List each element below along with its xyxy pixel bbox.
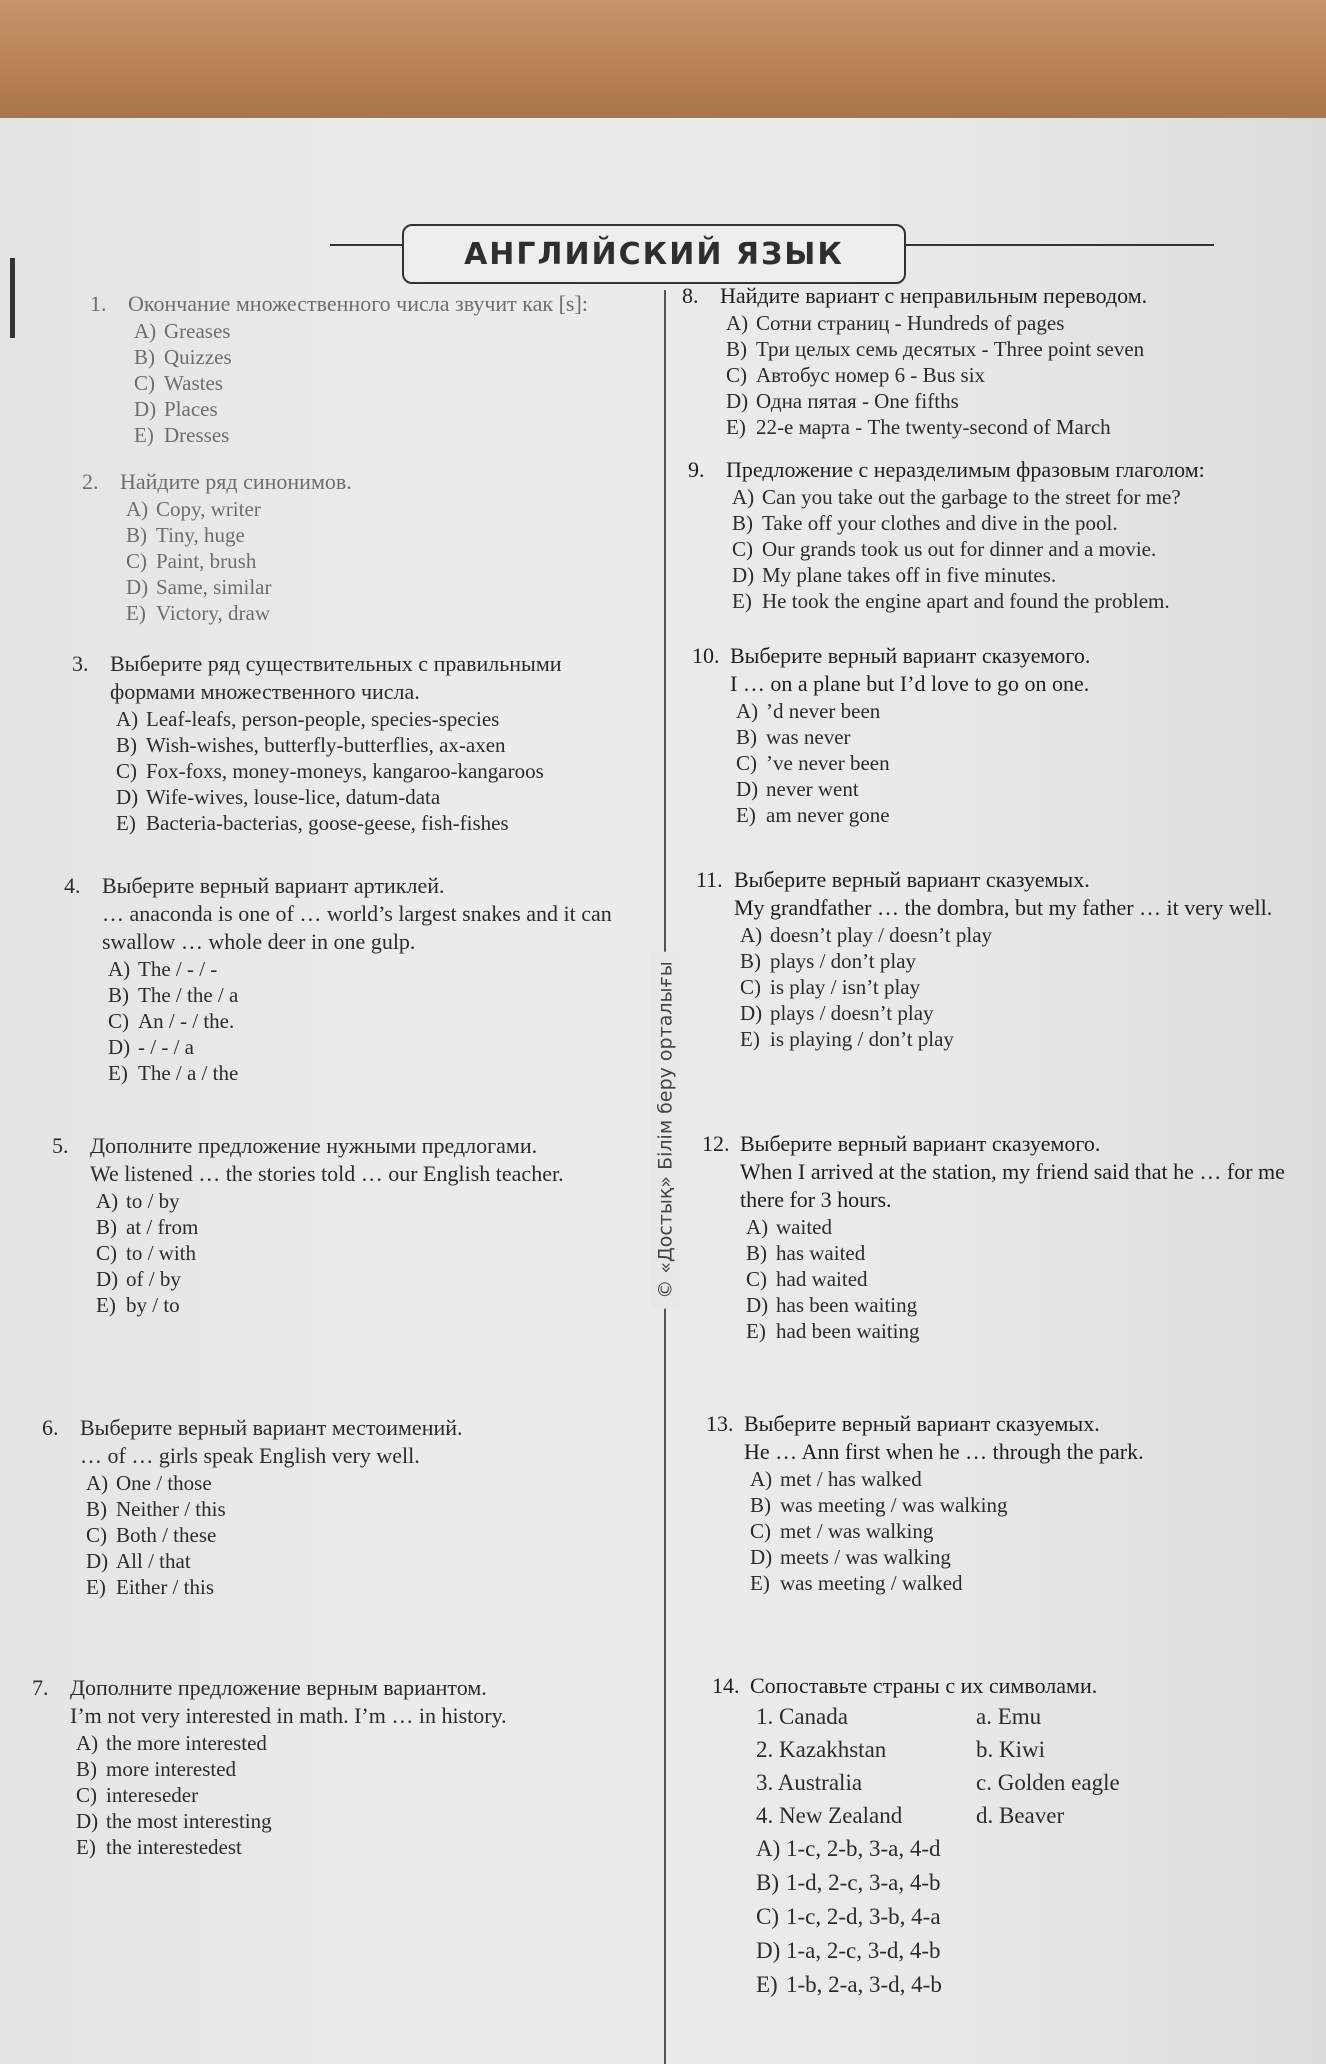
question-sentence: We listened … the stories told … our English teacher. <box>90 1161 564 1186</box>
answer-option[interactable]: A) Copy, writer <box>126 497 261 521</box>
answer-option[interactable]: E) is playing / don’t play <box>740 1027 954 1051</box>
answer-option[interactable]: D) Wife-wives, louse-lice, datum-data <box>116 785 441 809</box>
question-number: 5. <box>52 1133 69 1158</box>
question-sentence: He … Ann first when he … through the park. <box>744 1439 1144 1464</box>
question-9 <box>688 456 1308 614</box>
copyright-text: © «Достық» Білім беру орталығы <box>651 951 681 1308</box>
question-sentence: My grandfather … the dombra, but my father … it very well. <box>734 895 1273 920</box>
answer-option[interactable]: B) plays / don’t play <box>740 949 917 973</box>
margin-mark <box>10 258 15 338</box>
question-text: Выберите верный вариант сказуемого. <box>730 643 1091 668</box>
question-sentence: I … on a plane but I’d love to go on one. <box>730 671 1090 696</box>
answer-option[interactable]: C) to / with <box>96 1241 197 1265</box>
table-surface <box>0 0 1326 125</box>
answer-option[interactable]: D) meets / was walking <box>750 1545 951 1569</box>
question-number: 12. <box>702 1131 730 1156</box>
answer-option[interactable]: C) had waited <box>746 1267 868 1291</box>
question-text: Предложение с неразделимым фразовым глаголом: <box>726 457 1205 482</box>
question-3 <box>72 650 652 836</box>
answer-option[interactable]: E) was meeting / walked <box>750 1571 963 1595</box>
answer-option[interactable]: A) Сотни страниц - Hundreds of pages <box>726 311 1065 335</box>
answer-option[interactable]: B) The / the / a <box>108 983 239 1007</box>
answer-option[interactable]: E) The / a / the <box>108 1061 239 1085</box>
answer-option[interactable]: E) Either / this <box>86 1575 214 1599</box>
answer-option[interactable]: E) Dresses <box>134 423 230 447</box>
match-pair: 3. Australia c. Golden eagle <box>756 1770 1120 1795</box>
question-number: 14. <box>712 1673 740 1698</box>
answer-option[interactable]: A) ’d never been <box>736 699 881 723</box>
question-sentence: … anaconda is one of … world’s largest snakes and it can swallow … whole deer in one gulp. <box>102 901 612 954</box>
match-pair: 1. Canada a. Emu <box>756 1704 1042 1729</box>
answer-option[interactable]: A) Can you take out the garbage to the street for me? <box>732 485 1181 509</box>
answer-option[interactable]: B) Neither / this <box>86 1497 226 1521</box>
answer-option[interactable]: D) the most interesting <box>76 1809 272 1833</box>
question-number: 11. <box>696 867 723 892</box>
page-title: АНГЛИЙСКИЙ ЯЗЫК <box>464 236 844 272</box>
match-pair: 2. Kazakhstan b. Kiwi <box>756 1737 1045 1762</box>
answer-option[interactable]: C) Wastes <box>134 371 223 395</box>
question-6 <box>42 1414 632 1600</box>
question-number: 4. <box>64 873 81 898</box>
question-text: Найдите вариант с неправильным переводом. <box>720 283 1148 308</box>
question-text: Выберите верный вариант местоимений. <box>80 1415 463 1440</box>
answer-option[interactable]: A) met / has walked <box>750 1467 922 1491</box>
question-number: 8. <box>682 283 699 308</box>
answer-option[interactable]: C) intereseder <box>76 1783 199 1807</box>
question-sentence: … of … girls speak English very well. <box>80 1443 420 1468</box>
answer-option[interactable]: A) the more interested <box>76 1731 267 1755</box>
answer-option[interactable]: E) had been waiting <box>746 1319 920 1343</box>
answer-option[interactable]: E) the interestedest <box>76 1835 242 1859</box>
question-2 <box>82 468 652 626</box>
answer-option[interactable]: B) Tiny, huge <box>126 523 245 547</box>
answer-option[interactable]: E) 22-е марта - The twenty-second of March <box>726 415 1111 439</box>
question-number: 6. <box>42 1415 59 1440</box>
answer-option[interactable]: A) doesn’t play / doesn’t play <box>740 923 993 947</box>
answer-option[interactable]: A) Leaf-leafs, person-people, species-species <box>116 707 500 731</box>
question-1 <box>90 290 650 448</box>
answer-option[interactable]: A) waited <box>746 1215 832 1239</box>
question-text: Найдите ряд синонимов. <box>120 469 352 494</box>
question-text: Сопоставьте страны с их символами. <box>750 1673 1098 1698</box>
question-number: 7. <box>32 1675 49 1700</box>
answer-option[interactable]: D) has been waiting <box>746 1293 918 1317</box>
question-text: Окончание множественного числа звучит как [s]: <box>128 291 588 316</box>
question-11 <box>696 866 1296 1052</box>
answer-option[interactable]: D) Одна пятая - One fifths <box>726 389 959 413</box>
question-text: Выберите верный вариант артиклей. <box>102 873 445 898</box>
header-box <box>402 224 906 284</box>
answer-option[interactable]: D) of / by <box>96 1267 181 1291</box>
answer-option[interactable]: C) met / was walking <box>750 1519 934 1543</box>
answer-option[interactable]: B) 1-d, 2-c, 3-a, 4-b <box>756 1870 941 1895</box>
answer-option[interactable]: E) 1-b, 2-a, 3-d, 4-b <box>756 1972 942 1997</box>
answer-option[interactable]: D) My plane takes off in five minutes. <box>732 563 1057 587</box>
question-number: 9. <box>688 457 705 482</box>
answer-option[interactable]: C) Fox-foxs, money-moneys, kangaroo-kangaroos <box>116 759 544 783</box>
answer-option[interactable]: A) to / by <box>96 1189 180 1213</box>
answer-option[interactable]: C) Both / these <box>86 1523 217 1547</box>
question-sentence: When I arrived at the station, my friend said that he … for me there for 3 hours. <box>740 1159 1285 1212</box>
question-text: Выберите верный вариант сказуемых. <box>744 1411 1100 1436</box>
answer-option[interactable]: C) Автобус номер 6 - Bus six <box>726 363 986 387</box>
question-number: 10. <box>692 643 720 668</box>
answer-option[interactable]: E) Bacteria-bacterias, goose-geese, fish-fishes <box>116 811 509 835</box>
answer-option[interactable]: D) - / - / a <box>108 1035 194 1059</box>
question-text: Дополните предложение нужными предлогами. <box>90 1133 538 1158</box>
question-7 <box>32 1674 632 1860</box>
answer-option[interactable]: D) plays / doesn’t play <box>740 1001 934 1025</box>
answer-option[interactable]: C) 1-c, 2-d, 3-b, 4-a <box>756 1904 941 1929</box>
answer-option[interactable]: D) never went <box>736 777 859 801</box>
match-pair: 4. New Zealand d. Beaver <box>756 1803 1065 1828</box>
answer-option[interactable]: E) He took the engine apart and found the problem. <box>732 589 1170 613</box>
question-sentence: I’m not very interested in math. I’m … in history. <box>70 1703 507 1728</box>
question-12 <box>702 1130 1302 1344</box>
question-text: Выберите ряд существительных с правильными формами множественного числа. <box>110 651 562 704</box>
question-number: 13. <box>706 1411 734 1436</box>
question-5 <box>52 1132 642 1318</box>
question-text: Дополните предложение верным вариантом. <box>70 1675 487 1700</box>
answer-option[interactable]: C) Our grands took us out for dinner and a movie. <box>732 537 1157 561</box>
answer-option[interactable]: B) Wish-wishes, butterfly-butterflies, ax-axen <box>116 733 506 757</box>
answer-option[interactable]: B) was meeting / was walking <box>750 1493 1008 1517</box>
question-text: Выберите верный вариант сказуемого. <box>740 1131 1101 1156</box>
answer-option[interactable]: B) Take off your clothes and dive in the pool. <box>732 511 1118 535</box>
answer-option[interactable]: C) An / - / the. <box>108 1009 235 1033</box>
answer-option[interactable]: D) All / that <box>86 1549 191 1573</box>
question-number: 1. <box>90 291 107 316</box>
answer-option[interactable]: B) more interested <box>76 1757 237 1781</box>
question-text: Выберите верный вариант сказуемых. <box>734 867 1090 892</box>
answer-option[interactable]: E) Victory, draw <box>126 601 271 625</box>
answer-option[interactable]: B) Три целых семь десятых - Three point seven <box>726 337 1145 361</box>
answer-option[interactable]: B) has waited <box>746 1241 866 1265</box>
answer-option[interactable]: B) at / from <box>96 1215 199 1239</box>
answer-option[interactable]: A) The / - / - <box>108 957 218 981</box>
answer-option[interactable]: B) Quizzes <box>134 345 232 369</box>
answer-option[interactable]: B) was never <box>736 725 851 749</box>
answer-option[interactable]: C) Paint, brush <box>126 549 257 573</box>
question-number: 2. <box>82 469 99 494</box>
answer-option[interactable]: E) by / to <box>96 1293 180 1317</box>
question-14 <box>712 1672 1312 2002</box>
answer-option[interactable]: A) Greases <box>134 319 231 343</box>
question-4 <box>64 872 649 1086</box>
question-10 <box>692 642 1292 828</box>
answer-option[interactable]: A) 1-c, 2-b, 3-a, 4-d <box>756 1836 941 1861</box>
answer-option[interactable]: E) am never gone <box>736 803 890 827</box>
answer-option[interactable]: A) One / those <box>86 1471 212 1495</box>
question-13 <box>706 1410 1306 1596</box>
header-rule-left <box>330 244 402 246</box>
answer-option[interactable]: C) is play / isn’t play <box>740 975 921 999</box>
answer-option[interactable]: C) ’ve never been <box>736 751 890 775</box>
answer-option[interactable]: D) 1-a, 2-c, 3-d, 4-b <box>756 1938 941 1963</box>
header-rule-right <box>902 244 1214 246</box>
question-8 <box>682 282 1292 440</box>
answer-option[interactable]: D) Places <box>134 397 218 421</box>
question-number: 3. <box>72 651 89 676</box>
answer-option[interactable]: D) Same, similar <box>126 575 272 599</box>
